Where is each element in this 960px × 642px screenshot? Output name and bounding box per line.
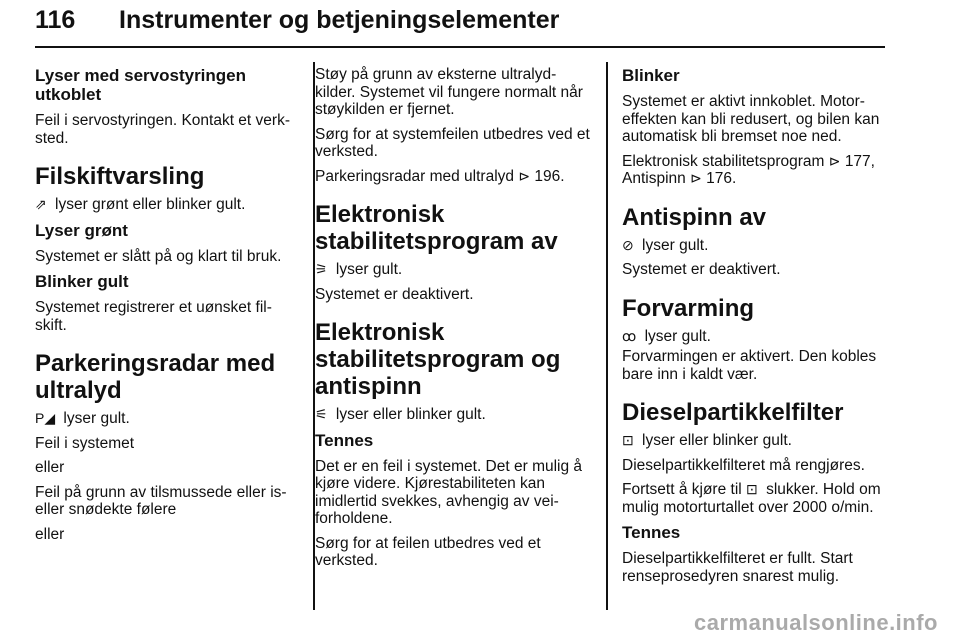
text-esp-off: lyser gult. bbox=[331, 261, 403, 278]
header-rule bbox=[35, 46, 885, 48]
text-dpf-cont-suffix: slukker. Hold om mulig motorturtallet over 2000 o/min. bbox=[622, 481, 881, 516]
dpf-icon: ⊡ bbox=[746, 481, 758, 497]
column-3 bbox=[622, 66, 894, 592]
text-esp-ref: Elektronisk stabilitetsprogram bbox=[622, 152, 825, 170]
text-fix: Sørg for at systemfeilen utbedres ved et verksted. bbox=[315, 125, 590, 160]
column-divider-2 bbox=[606, 62, 608, 610]
text-esp-tc: lyser eller blinker gult. bbox=[331, 406, 486, 423]
tc-off-icon: ⊘ bbox=[622, 236, 634, 253]
gear-shift-icon: ⇗ bbox=[35, 196, 47, 212]
text-dpf-cont-prefix: Fortsett å kjøre til bbox=[622, 481, 747, 498]
arrow-icon: ⊳ bbox=[828, 152, 841, 169]
heading-tc-off: Antispinn av bbox=[622, 203, 767, 231]
text-gear-shift: lyser grønt eller blinker gult. bbox=[50, 196, 246, 213]
text-or-1: eller bbox=[35, 459, 65, 476]
text-tc-off: lyser gult. bbox=[637, 236, 709, 254]
chapter-title: Instrumenter og betjeningselementer bbox=[119, 6, 560, 34]
text-tc-deactivated: Systemet er deaktivert. bbox=[622, 261, 781, 278]
text-flash: Systemet er aktivt innkoblet. Motor-effekten kan bli redusert, og bilen kan automatisk bli bremset noe ned. bbox=[622, 93, 880, 145]
page-header bbox=[35, 6, 885, 46]
text-yellow: Systemet registrerer et uønsket fil-skift. bbox=[35, 299, 272, 334]
heading-esp-off: Elektronisk stabilitetsprogram av bbox=[315, 201, 558, 255]
esp-off-icon: ⚞ bbox=[315, 261, 328, 277]
link-tc-page[interactable]: 176. bbox=[706, 170, 737, 187]
park-assist-icon: P◢ bbox=[35, 410, 56, 426]
text-fault: Feil i systemet bbox=[35, 434, 135, 452]
text-dpf-clean: Dieselpartikkelfilteret må rengjøres. bbox=[622, 456, 865, 474]
text-noise: Støy på grunn av eksterne ultralyd-kilder. Systemet vil fungere normalt når støykilden er fjernet. bbox=[315, 66, 583, 118]
link-park-page[interactable]: 196. bbox=[534, 167, 565, 185]
heading-gear-shift: Filskiftvarsling bbox=[35, 163, 205, 190]
heading-dpf: Dieselpartikkelfilter bbox=[622, 399, 844, 426]
text-park-ref: Parkeringsradar med ultralyd bbox=[315, 167, 519, 185]
esp-icon: ⚟ bbox=[315, 406, 328, 422]
text-on: Det er en feil i systemet. Det er mulig å kjøre videre. Kjørestabiliteten kan imidlertid svekkes, avhengig av vei-forholdene. bbox=[315, 457, 583, 527]
text-on-fix: Sørg for at feilen utbedres ved et verksted. bbox=[315, 534, 541, 569]
heading-yellow: Blinker gult bbox=[35, 272, 129, 291]
dpf-icon: ⊡ bbox=[622, 432, 634, 448]
text-servo: Feil i servostyringen. Kontakt et verk-sted. bbox=[35, 112, 290, 147]
link-esp-page[interactable]: 177, bbox=[844, 152, 875, 170]
heading-esp-tc: Elektronisk stabilitetsprogram og antispinn bbox=[315, 319, 561, 400]
text-green: Systemet er slått på og klart til bruk. bbox=[35, 247, 282, 265]
heading-preheat: Forvarming bbox=[622, 294, 755, 322]
text-preheat-status: lyser gult. bbox=[640, 327, 711, 345]
column-1 bbox=[35, 66, 297, 550]
heading-servo: Lyser med servostyringen utkoblet bbox=[35, 66, 247, 104]
arrow-icon: ⊳ bbox=[518, 167, 531, 184]
page-number: 116 bbox=[35, 6, 76, 34]
heading-green: Lyser grønt bbox=[35, 220, 128, 240]
heading-park-assist: Parkeringsradar med ultralyd bbox=[35, 350, 276, 404]
watermark: carmanualsonline.info bbox=[694, 610, 938, 635]
text-esp-deactivated: Systemet er deaktivert. bbox=[315, 285, 474, 303]
text-park-assist: lyser gult. bbox=[59, 410, 130, 427]
text-or-2: eller bbox=[35, 525, 65, 543]
text-preheat: Forvarmingen er aktivert. Den kobles bare inn i kaldt vær. bbox=[622, 348, 877, 383]
preheat-icon: ꝏ bbox=[622, 327, 637, 344]
text-dpf-on: Dieselpartikkelfilteret er fullt. Start renseprosedyren snarest mulig. bbox=[622, 550, 853, 585]
heading-flash: Blinker bbox=[622, 66, 680, 85]
text-tc-ref: Antispinn bbox=[622, 170, 686, 187]
text-dpf-status: lyser eller blinker gult. bbox=[637, 432, 792, 449]
heading-dpf-on: Tennes bbox=[622, 523, 681, 542]
text-dirty-sensors: Feil på grunn av tilsmussede eller is- eller snødekte følere bbox=[35, 483, 287, 518]
column-2 bbox=[315, 66, 595, 577]
heading-on: Tennes bbox=[315, 430, 374, 450]
arrow-icon: ⊳ bbox=[690, 170, 702, 186]
